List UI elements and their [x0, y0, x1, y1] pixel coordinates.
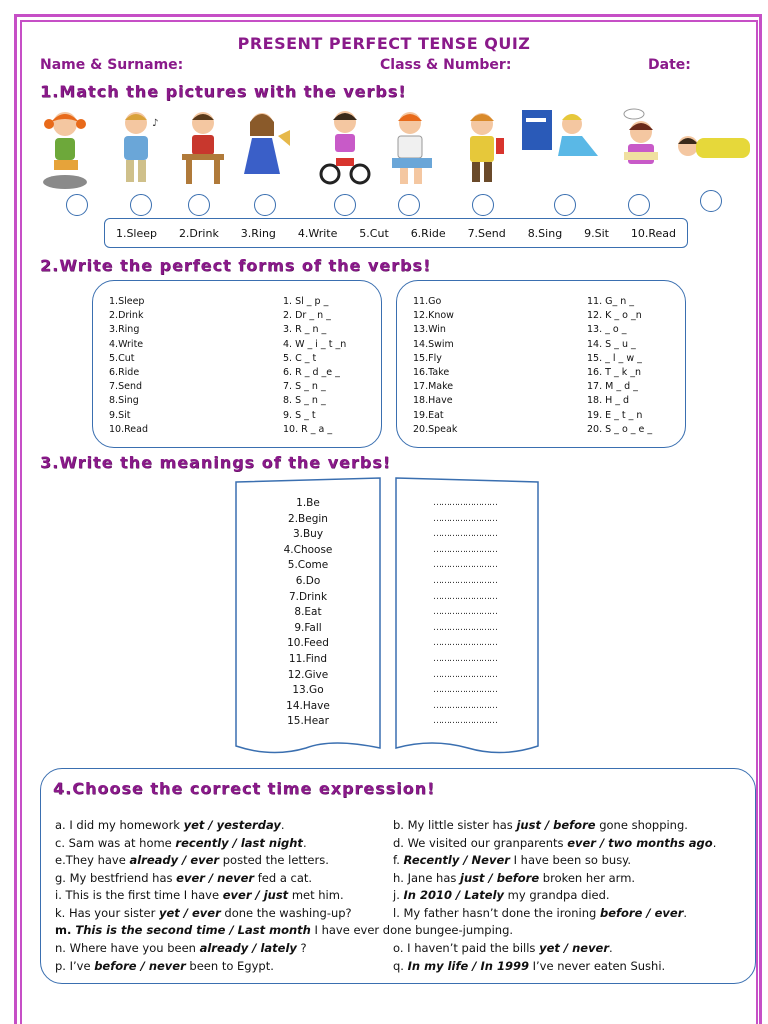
boy-singing-icon	[112, 108, 166, 190]
blank-item[interactable]: 10. R _ a _	[283, 423, 333, 435]
blank-item[interactable]: 6. R _ d _e _	[283, 367, 340, 379]
answer-circle-3[interactable]	[188, 194, 210, 216]
option-text[interactable]: In my life / In 1999	[407, 958, 529, 973]
option-text[interactable]: already / ever	[129, 853, 220, 868]
blank-item[interactable]: 13. _ o _	[587, 324, 627, 336]
verb-item: 10.Feed	[287, 637, 329, 650]
verb-item: 2.Begin	[288, 512, 328, 525]
option-text[interactable]: before / never	[94, 958, 186, 973]
verb-item: 3.Ring	[240, 226, 276, 240]
boy-sleeping-icon	[674, 108, 754, 190]
verb-item: 8.Sing	[109, 395, 139, 407]
svg-text:♪: ♪	[152, 118, 159, 129]
blank-item[interactable]: 15. _ l _ w _	[587, 352, 642, 364]
answer-line[interactable]: ……………………	[433, 498, 497, 508]
verb-item: 20.Speak	[413, 423, 458, 435]
blank-item[interactable]: 8. S _ n _	[283, 395, 326, 407]
verb-item: 2.Drink	[178, 226, 219, 240]
verb-item: 15.Fly	[413, 352, 442, 364]
option-text[interactable]: This is the second time / Last month	[75, 922, 311, 937]
question-item-m: m. This is the second time / Last month I have ever done bungee-jumping.	[55, 922, 514, 937]
verb-column	[413, 295, 457, 437]
verb-item: 8.Eat	[294, 606, 322, 619]
verb-column	[109, 295, 148, 437]
verb-item: 19.Eat	[413, 409, 444, 421]
option-text[interactable]: before / ever	[600, 905, 684, 920]
blank-column	[587, 295, 652, 437]
girl-cycling-icon	[318, 108, 372, 190]
question-item: k. Has your sister yet / ever done the washing-up?	[55, 905, 352, 920]
blank-item[interactable]: 20. S _ o _ e _	[587, 423, 653, 435]
section1-heading: 1.Match the pictures with the verbs!	[40, 82, 407, 101]
verb-item: 11.Go	[413, 296, 442, 307]
verb-item: 12.Give	[287, 668, 329, 681]
verb-item: 5.Come	[287, 559, 329, 572]
girl-posting-letter-icon	[520, 108, 604, 190]
answer-line[interactable]: ……………………	[433, 513, 497, 524]
verb-item: 3.Ring	[109, 324, 140, 336]
answer-line[interactable]: ……………………	[433, 700, 497, 711]
verb-item: 11.Find	[288, 652, 328, 665]
verb-item: 13.Go	[292, 684, 324, 697]
verb-item: 2.Drink	[109, 310, 144, 322]
verb-item: 6.Do	[295, 574, 321, 587]
answer-line[interactable]: ……………………	[433, 591, 497, 602]
answer-line[interactable]: ……………………	[433, 669, 497, 680]
question-item: c. Sam was at home recently / last night.	[55, 835, 307, 850]
question-item: g. My bestfriend has ever / never fed a cat.	[55, 870, 313, 885]
option-text[interactable]: just / before	[460, 870, 540, 885]
answer-line[interactable]: ……………………	[433, 544, 497, 555]
time-expression-box	[40, 768, 756, 984]
name-label: Name & Surname:	[40, 57, 184, 73]
option-text[interactable]: recently / last night	[175, 835, 303, 850]
verb-item: 12.Know	[413, 310, 454, 322]
verb-item: 1.Be	[296, 497, 320, 509]
class-label: Class & Number:	[380, 57, 512, 73]
answer-line[interactable]: ……………………	[433, 607, 497, 618]
girl-reading-icon	[614, 108, 668, 190]
option-text[interactable]: ever / never	[176, 870, 255, 885]
verb-list-box	[104, 218, 688, 248]
verb-item: 5.Cut	[109, 352, 135, 364]
picture-row	[38, 108, 758, 190]
girl-cutting-icon	[384, 108, 438, 190]
question-item: q. In my life / In 1999 I’ve never eaten Sushi.	[393, 958, 666, 973]
date-label: Date:	[648, 57, 691, 73]
verb-item: 15.Hear	[287, 715, 329, 728]
question-item: a. I did my homework yet / yesterday.	[55, 818, 285, 832]
verb-item: 14.Swim	[413, 338, 454, 350]
answer-circle-9[interactable]	[628, 194, 650, 216]
blank-item[interactable]: 11. G_ n _	[587, 296, 635, 307]
verb-item: 1.Sleep	[115, 226, 158, 240]
verb-item: 13.Win	[413, 324, 446, 336]
answer-circle-2[interactable]	[130, 194, 152, 216]
blank-item[interactable]: 7. S _ n _	[283, 381, 326, 393]
verb-item: 9.Sit	[584, 226, 609, 240]
option-text[interactable]: already / lately	[199, 941, 297, 956]
answer-line[interactable]: ……………………	[433, 685, 497, 696]
verb-item: 9.Fall	[294, 621, 322, 634]
verb-item: 4.Write	[109, 338, 144, 350]
option-text[interactable]: just / before	[516, 818, 596, 832]
verb-item: 9.Sit	[109, 409, 131, 421]
perfect-forms-box-right	[396, 280, 686, 448]
verb-item: 10.Read	[630, 226, 677, 240]
question-item: l. My father hasn’t done the ironing before / ever.	[393, 905, 688, 920]
option-text[interactable]: In 2010 / Lately	[403, 888, 505, 903]
answer-circle-1[interactable]	[66, 194, 88, 216]
blank-item[interactable]: 16. T _ k _n	[587, 367, 642, 379]
boy-writing-icon	[176, 108, 230, 190]
question-item: p. I’ve before / never been to Egypt.	[55, 958, 274, 973]
girl-ringing-bell-icon	[238, 108, 292, 190]
option-text[interactable]: ever / two months ago	[567, 835, 713, 850]
verb-item: 16.Take	[413, 367, 450, 379]
question-item: h. Jane has just / before broken her arm.	[393, 870, 636, 885]
girl-sitting-icon	[38, 108, 92, 190]
question-item: f. Recently / Never I have been so busy.	[393, 853, 632, 868]
blank-item[interactable]: 4. W _ i _ t _n	[283, 338, 347, 350]
verb-item: 17.Make	[413, 381, 454, 393]
blank-item[interactable]: 3. R _ n _	[283, 324, 327, 336]
option-text[interactable]: Recently / Never	[403, 853, 510, 868]
blank-item[interactable]: 5. C _ t	[283, 352, 317, 364]
blank-item[interactable]: 18. H _ d	[587, 395, 630, 407]
meaning-answer-lines	[392, 496, 538, 730]
answer-line[interactable]: ……………………	[433, 560, 497, 571]
answer-line[interactable]: ……………………	[433, 529, 497, 540]
quiz-title: PRESENT PERFECT TENSE QUIZ	[237, 34, 531, 53]
verb-item: 4.Write	[297, 226, 338, 240]
blank-item[interactable]: 17. M _ d _	[587, 381, 638, 393]
verb-item: 8.Sing	[527, 226, 563, 240]
verb-item: 7.Drink	[288, 590, 328, 603]
question-item: o. I haven’t paid the bills yet / never.	[393, 941, 613, 956]
verb-item: 3.Buy	[292, 528, 324, 541]
meaning-verb-list	[232, 496, 384, 730]
question-column-left	[55, 817, 352, 975]
blank-item[interactable]: 14. S _ u _	[587, 338, 636, 350]
blank-item[interactable]: 12. K _ o _n	[587, 310, 642, 322]
answer-circle-6[interactable]	[398, 194, 420, 216]
question-item: d. We visited our granparents ever / two months ago.	[393, 835, 717, 850]
verb-item: 18.Have	[413, 395, 453, 407]
option-text[interactable]: ever / just	[222, 888, 289, 903]
section4-heading: 4.Choose the correct time expression!	[53, 779, 436, 798]
answer-circle-7[interactable]	[472, 194, 494, 216]
blank-column	[283, 295, 346, 437]
verb-item: 14.Have	[286, 699, 330, 712]
option-text[interactable]: yet / never	[539, 941, 610, 956]
boy-drinking-icon	[458, 108, 512, 190]
question-item: j. In 2010 / Lately my grandpa died.	[393, 888, 610, 903]
question-column-right	[393, 817, 716, 975]
blank-item[interactable]: 2. Dr _ n _	[283, 310, 331, 322]
answer-line[interactable]: ……………………	[433, 575, 497, 586]
blank-item[interactable]: 9. S _ t	[283, 409, 316, 421]
option-text[interactable]: yet / ever	[158, 905, 221, 920]
question-item: e.They have already / ever posted the letters.	[55, 853, 329, 868]
verb-item: 5.Cut	[359, 226, 389, 240]
blank-item[interactable]: 19. E _ t _ n	[587, 409, 643, 421]
blank-item[interactable]: 1. Sl _ p _	[283, 296, 329, 307]
verb-item: 7.Send	[467, 226, 506, 240]
answer-circle-8[interactable]	[554, 194, 576, 216]
answer-line[interactable]: ……………………	[433, 653, 497, 664]
question-item: n. Where have you been already / lately ?	[55, 941, 307, 956]
section2-heading: 2.Write the perfect forms of the verbs!	[40, 256, 432, 275]
answer-line[interactable]: ……………………	[433, 716, 497, 727]
answer-circle-5[interactable]	[334, 194, 356, 216]
answer-line[interactable]: ……………………	[433, 622, 497, 633]
verb-item: 6.Ride	[109, 367, 140, 379]
question-item: b. My little sister has just / before gone shopping.	[393, 818, 688, 832]
verb-item: 7.Send	[109, 381, 142, 393]
answer-circle-10[interactable]	[700, 190, 722, 212]
verb-item: 10.Read	[109, 423, 148, 435]
section3-heading: 3.Write the meanings of the verbs!	[40, 453, 392, 472]
answer-circle-4[interactable]	[254, 194, 276, 216]
option-text[interactable]: yet / yesterday	[183, 818, 281, 832]
verb-item: 1.Sleep	[109, 296, 145, 307]
verb-item: 6.Ride	[410, 226, 446, 240]
verb-item: 4.Choose	[283, 543, 333, 556]
question-item: i. This is the first time I have ever / just met him.	[55, 888, 344, 903]
answer-line[interactable]: ……………………	[433, 638, 497, 649]
perfect-forms-box-left	[92, 280, 382, 448]
